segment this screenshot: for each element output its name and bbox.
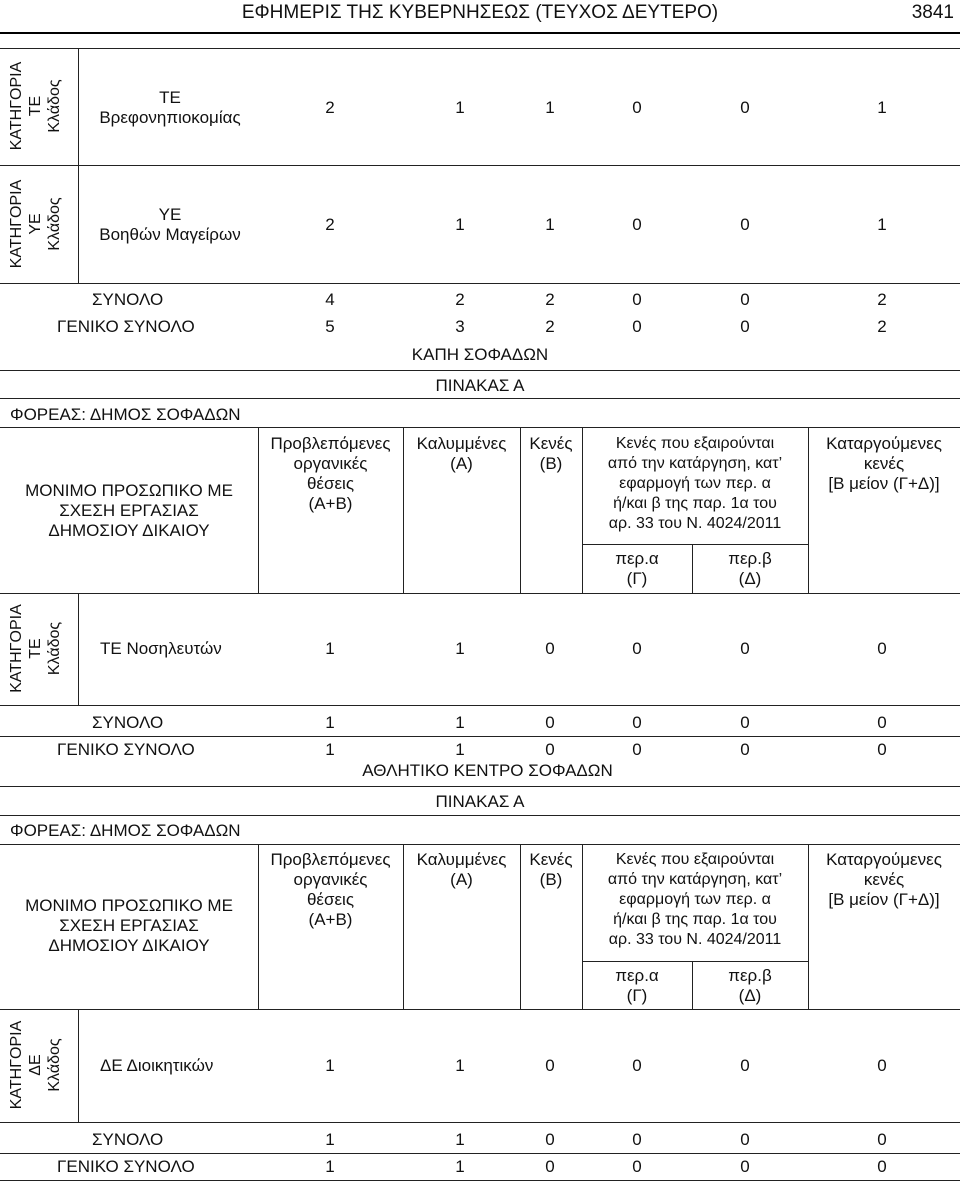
table-rule [78,1009,79,1122]
table-rule [0,1009,960,1010]
category-label: ΚΑΤΗΓΟΡΙΑ ΥΕ Κλάδος [8,179,63,269]
col-header-provlepomenes: Προβλεπόμενες οργανικές θέσεις (Α+Β) [270,850,391,929]
col-header-katargoumenes: Καταργούμενες κενές [Β μείον (Γ+Δ)] [826,434,942,493]
personnel-type: ΜΟΝΙΜΟ ΠΡΟΣΩΠΙΚΟ ΜΕ ΣΧΕΣΗ ΕΡΓΑΣΙΑΣ ΔΗΜΟΣΙΟΥ ΔΙΚΑΙΟΥ [25,481,233,540]
category-label: ΚΑΤΗΓΟΡΙΑ ΔΕ Κλάδος [8,1020,63,1110]
specialty-name: ΔΕ Διοικητικών [100,1056,214,1075]
personnel-type: ΜΟΝΙΜΟ ΠΡΟΣΩΠΙΚΟ ΜΕ ΣΧΕΣΗ ΕΡΓΑΣΙΑΣ ΔΗΜΟΣΙΟΥ ΔΙΚΑΙΟΥ [25,896,233,955]
foreas-label: ΦΟΡΕΑΣ: ΔΗΜΟΣ ΣΟΦΑΔΩΝ [10,821,241,840]
category-label: ΚΑΤΗΓΟΡΙΑ ΤΕ Κλάδος [8,61,63,151]
col-header-exairoumenes: Κενές που εξαιρούνται από την κατάργηση, κατ’ εφαρμογή των περ. α ή/και β της παρ. 1α του αρ. 33 του Ν. 4024/2011 [607,851,783,948]
page-number: 3841 [911,2,954,23]
table-rule [0,705,960,706]
specialty-name: ΤΕ Βρεφονηπιοκομίας [99,88,241,127]
table-rule [0,1122,960,1123]
table-rule [0,786,960,787]
col-header-pera: περ.α (Γ) [615,549,659,588]
table-rule [0,398,960,399]
table-rule [582,961,808,962]
table-rule [0,593,960,594]
table-rule [0,844,960,845]
col-header-katargoumenes: Καταργούμενες κενές [Β μείον (Γ+Δ)] [826,850,942,909]
category-label: ΚΑΤΗΓΟΡΙΑ ΤΕ Κλάδος [8,604,63,693]
col-header-pera: περ.α (Γ) [615,966,659,1005]
specialty-name: ΥΕ Βοηθών Μαγείρων [99,205,241,244]
table-rule [0,370,960,371]
table-rule [0,1180,960,1181]
entity-title: ΚΑΠΗ ΣΟΦΑΔΩΝ [411,345,549,364]
table-rule [78,48,79,283]
header-rule [0,32,960,34]
table-rule [0,283,960,284]
col-header-kenes: Κενές (Β) [529,850,573,889]
col-header-kalymmenes: Καλυμμένες (Α) [416,434,507,473]
table-title: ΠΙΝΑΚΑΣ Α [435,376,525,395]
table-rule [0,165,960,166]
specialty-name: ΤΕ Νοσηλευτών [100,639,222,658]
table-rule [78,593,79,705]
col-header-kenes: Κενές (Β) [529,434,573,473]
col-header-kalymmenes: Καλυμμένες (Α) [416,850,507,889]
table-rule [0,1153,960,1154]
col-header-perb: περ.β (Δ) [728,549,772,588]
col-header-provlepomenes: Προβλεπόμενες οργανικές θέσεις (Α+Β) [270,434,391,513]
table-title: ΠΙΝΑΚΑΣ Α [435,792,525,811]
table-rule [0,736,960,737]
table-rule [0,427,960,428]
entity-title: ΑΘΛΗΤΙΚΟ ΚΕΝΤΡΟ ΣΟΦΑΔΩΝ [362,761,613,780]
page-title: ΕΦΗΜΕΡΙΣ ΤΗΣ ΚΥΒΕΡΝΗΣΕΩΣ (ΤΕΥΧΟΣ ΔΕΥΤΕΡΟ) [241,2,719,23]
col-header-perb: περ.β (Δ) [728,966,772,1005]
table-rule [582,544,808,545]
col-header-exairoumenes: Κενές που εξαιρούνται από την κατάργηση, κατ’ εφαρμογή των περ. α ή/και β της παρ. 1α του αρ. 33 του Ν. 4024/2011 [607,435,783,532]
table-rule [0,815,960,816]
foreas-label: ΦΟΡΕΑΣ: ΔΗΜΟΣ ΣΟΦΑΔΩΝ [10,405,241,424]
table-rule [0,48,960,49]
